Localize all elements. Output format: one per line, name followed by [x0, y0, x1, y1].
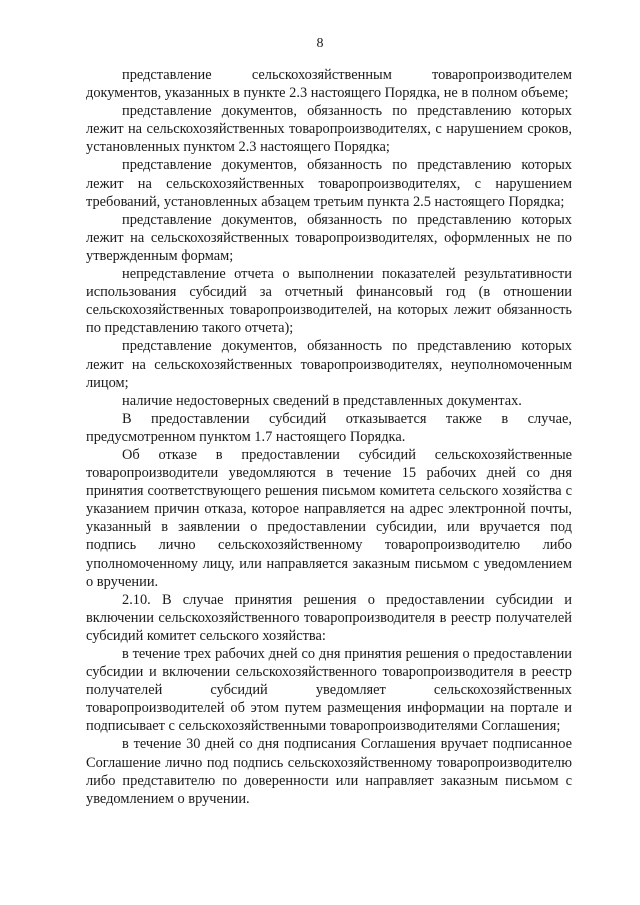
paragraph: представление документов, обязанность по представлению которых лежит на сельскохозяйственных товаропроизводителях, оформленных не по утвержденным формам;: [86, 211, 572, 264]
page-number: 8: [316, 36, 324, 51]
paragraph: представление документов, обязанность по представлению которых лежит на сельскохозяйственных товаропроизводителях, с нарушением требований, установленных абзацем третьим пункта 2.5 настоящего Порядка;: [86, 157, 572, 210]
paragraph: 2.10. В случае принятия решения о предоставлении субсидии и включении сельскохозяйственного товаропроизводителя в реестр получателей субсидий комитет сельского хозяйства:: [86, 591, 572, 644]
paragraph: представление документов, обязанность по представлению которых лежит на сельскохозяйственных товаропроизводителях, неуполномоченным лицом;: [86, 338, 572, 391]
paragraph: представление сельскохозяйственным товаропроизводителем документов, указанных в пункте 2.3 настоящего Порядка, не в полном объеме;: [86, 67, 572, 102]
paragraph: в течение трех рабочих дней со дня принятия решения о предоставлении субсидии и включении сельскохозяйственного товаропроизводителя в реестр получателей субсидий уведомляет сельскохозяйственных товаропроизводителей об этом путем размещения информации на портале и подписывает с сельскохозяйственными товаропроизводителями Соглашения;: [86, 646, 572, 735]
document-body: [86, 66, 572, 808]
paragraph: непредставление отчета о выполнении показателей результативности использования субсидий за отчетный финансовый год (в отношении сельскохозяйственных товаропроизводителей, на которых лежит обязанность по представлению такого отчета);: [86, 266, 572, 337]
paragraph: представление документов, обязанность по представлению которых лежит на сельскохозяйственных товаропроизводителях, с нарушением сроков, установленных пунктом 2.3 настоящего Порядка;: [86, 103, 572, 156]
paragraph: Об отказе в предоставлении субсидий сельскохозяйственные товаропроизводители уведомляются в течение 15 рабочих дней со дня принятия соответствующего решения письмом комитета сельского хозяйства с указанием причин отказа, которое направляется на адрес электронной почты, указанный в заявлении о предоставлении субсидии, или вручается под подпись лично сельскохозяйственному товаропроизводителю либо уполномоченному лицу, или направляется заказным письмом с уведомлением о вручении.: [86, 446, 572, 590]
paragraph: В предоставлении субсидий отказывается также в случае, предусмотренном пунктом 1.7 настоящего Порядка.: [86, 410, 572, 445]
paragraph: в течение 30 дней со дня подписания Соглашения вручает подписанное Соглашение лично под подпись сельскохозяйственному товаропроизводителю либо представителю по доверенности или направляет заказным письмом с уведомлением о вручении.: [86, 736, 572, 807]
paragraph: наличие недостоверных сведений в представленных документах.: [122, 392, 522, 409]
